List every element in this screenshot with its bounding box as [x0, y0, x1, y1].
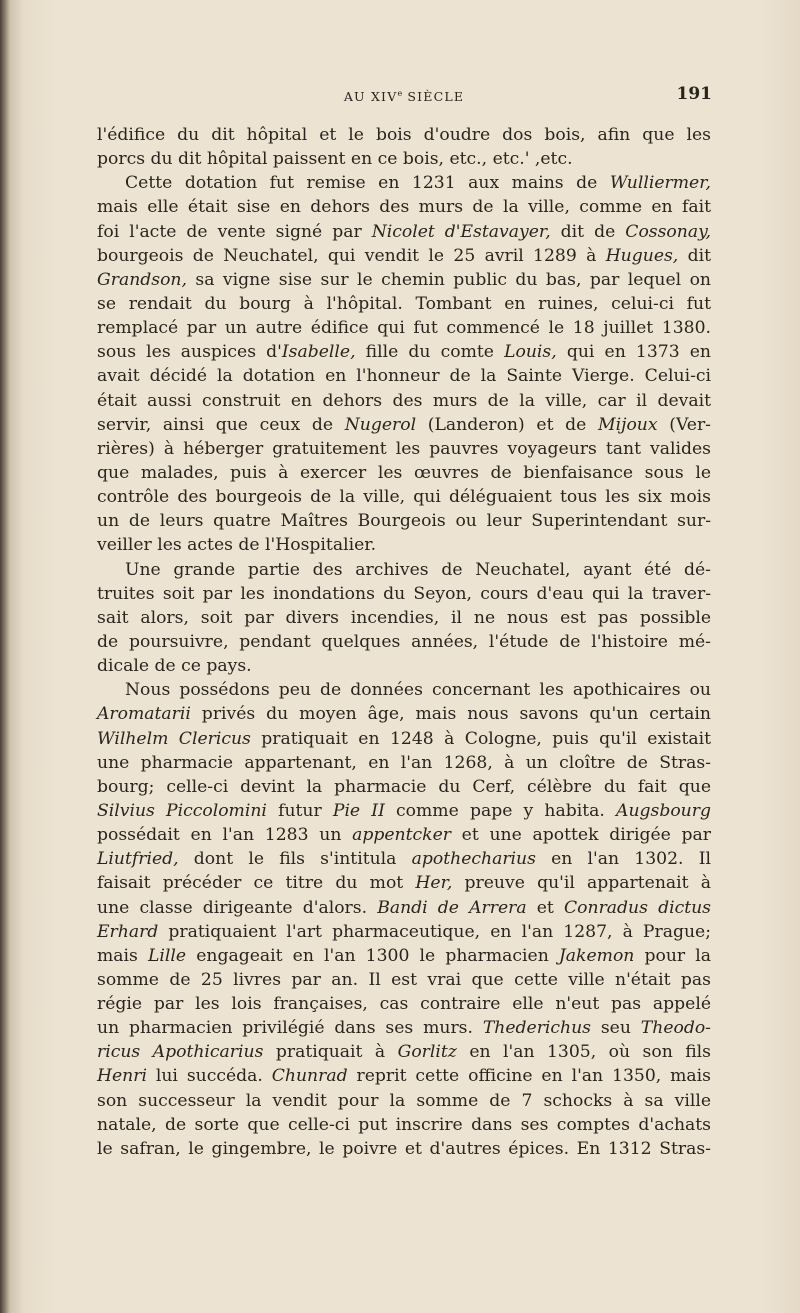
text-run: pratiquait à [263, 1042, 398, 1063]
italic-text: Nugerol [344, 414, 417, 435]
italic-text: Wilhelm Clericus [97, 728, 251, 749]
text-line [97, 413, 711, 437]
text-run: et [526, 897, 564, 918]
text-run: dicale de ce pays. [97, 656, 252, 677]
page-header [96, 82, 712, 106]
text-run: qui en 1373 en [556, 342, 711, 363]
italic-text: Cossonay, [625, 221, 711, 242]
italic-text: Erhard [97, 921, 159, 942]
text-line [97, 823, 711, 847]
text-run: veiller les actes de l'Hospitalier. [97, 535, 377, 556]
italic-text: Thederichus [482, 1018, 591, 1039]
text-run: mais elle était sise en dehors des murs de la ville, comme en fait [97, 197, 711, 218]
text-run: Nous possédons peu de données concernant les apothicaires ou [125, 680, 711, 701]
text-run: (Ver- [657, 414, 711, 435]
text-line [97, 461, 711, 485]
text-line [97, 171, 711, 195]
text-run: privés du moyen âge, mais nous savons qu'un certain [190, 704, 711, 725]
text-run: natale, de sorte que celle-ci put inscrire dans ses comptes d'achats [97, 1114, 711, 1135]
text-line [97, 220, 711, 244]
text-run: dit [678, 245, 712, 266]
text-run: un de leurs quatre Maîtres Bourgeois ou leur Superintendant sur- [97, 511, 711, 532]
text-run: contrôle des bourgeois de la ville, qui déléguaient tous les six mois [97, 487, 711, 508]
text-run: le safran, le gingembre, le poivre et d'autres épices. En 1312 Stras- [97, 1138, 711, 1159]
text-run: sa vigne sise sur le chemin public du bas, par lequel on [186, 269, 711, 290]
text-run: remplacé par un autre édifice qui fut commencé le 18 juillet 1380. [97, 318, 711, 339]
italic-text: Augsbourg [616, 800, 711, 821]
text-line [97, 799, 711, 823]
text-run: servir, ainsi que ceux de [97, 414, 345, 435]
italic-text: Louis, [504, 342, 557, 363]
body-text [97, 123, 711, 1161]
italic-text: Her, [415, 873, 453, 894]
text-run: faisait précéder ce titre du mot [97, 873, 416, 894]
text-line [97, 244, 711, 268]
text-line [97, 147, 711, 171]
text-run: pour la [634, 945, 712, 966]
text-line [97, 292, 711, 316]
italic-text: Wulliermer, [609, 173, 711, 194]
text-run: possédait en l'an 1283 un [97, 825, 353, 846]
text-run: reprit cette officine en l'an 1350, mais [347, 1066, 711, 1087]
text-run: foi l'acte de vente signé par [97, 221, 372, 242]
text-line [97, 316, 711, 340]
text-line [97, 920, 711, 944]
text-run: lui succéda. [146, 1066, 272, 1087]
text-line [97, 992, 711, 1016]
text-line [97, 509, 711, 533]
text-run: mais [97, 945, 148, 966]
italic-text: Isabelle, [281, 342, 356, 363]
text-line [97, 1113, 711, 1137]
italic-text: Liutfried, [97, 849, 179, 870]
text-line [97, 558, 711, 582]
text-run: seu [591, 1018, 641, 1039]
text-line [97, 1064, 711, 1088]
text-run: Une grande partie des archives de Neuchatel, ayant été dé- [125, 559, 711, 580]
text-run: dit de [550, 221, 626, 242]
text-line [97, 123, 711, 147]
text-run: était aussi construit en dehors des murs de la ville, car il devait [97, 390, 711, 411]
running-title: AU XIVe SIÈCLE [343, 89, 465, 104]
italic-text: Theodo- [640, 1018, 711, 1039]
text-run: un pharmacien privilégié dans ses murs. [97, 1018, 483, 1039]
italic-text: apothecharius [411, 849, 536, 870]
text-run: une classe dirigeante d'alors. [97, 897, 378, 918]
italic-text: appentcker [352, 825, 451, 846]
italic-text: Gorlitz [397, 1042, 457, 1063]
text-line [97, 1016, 711, 1040]
text-line [97, 847, 711, 871]
italic-text: Mijoux [598, 414, 658, 435]
text-run: engageait en l'an 1300 le pharmacien [186, 945, 559, 966]
text-run: avait décidé la dotation en l'honneur de la Sainte Vierge. Celui-ci [97, 366, 711, 387]
text-run: l'édifice du dit hôpital et le bois d'oudre dos bois, afin que les [97, 125, 711, 145]
italic-text: Bandi de Arrera [377, 897, 527, 918]
text-run: dont le fils s'intitula [178, 849, 412, 870]
text-run: comme pape y habita. [384, 800, 617, 821]
text-run: une pharmacie appartenant, en l'an 1268, à un cloître de Stras- [97, 752, 711, 773]
text-line [97, 533, 711, 557]
italic-text: Jakemon [558, 945, 635, 966]
italic-text: Pie II [332, 800, 385, 821]
text-line [97, 437, 711, 461]
text-run: pratiquaient l'art pharmaceutique, en l'an 1287, à Prague; [158, 921, 711, 942]
text-line [97, 340, 711, 364]
text-run: fille du comte [355, 342, 505, 363]
page-number: 191 [676, 84, 712, 104]
text-run: bourg; celle-ci devint la pharmacie du Cerf, célèbre du fait que [97, 776, 711, 797]
text-run: sait alors, soit par divers incendies, il ne nous est pas possible [97, 607, 711, 628]
text-run: (Landeron) et de [416, 414, 599, 435]
italic-text: Hugues, [605, 245, 679, 266]
text-line [97, 871, 711, 895]
text-run: que malades, puis à exercer les œuvres de bienfaisance sous le [97, 462, 711, 483]
text-run: pratiquait en 1248 à Cologne, puis qu'il existait [250, 728, 712, 749]
text-line [97, 654, 711, 678]
italic-text: ricus Apothicarius [97, 1042, 264, 1063]
text-line [97, 751, 711, 775]
italic-text: Aromatarii [97, 704, 191, 725]
text-line [97, 1089, 711, 1113]
text-line [97, 1040, 711, 1064]
text-line [97, 1137, 711, 1161]
italic-text: Silvius Piccolomini [97, 800, 267, 821]
italic-text: Grandson, [97, 269, 187, 290]
text-line [97, 389, 711, 413]
text-run: preuve qu'il appartenait à [452, 873, 711, 894]
text-run: en l'an 1305, où son fils [456, 1042, 712, 1063]
text-line [97, 364, 711, 388]
text-line [97, 630, 711, 654]
text-run: en l'an 1302. Il [535, 849, 711, 870]
text-run: de poursuivre, pendant quelques années, l'étude de l'histoire mé- [97, 631, 711, 652]
text-line [97, 606, 711, 630]
text-run: et une apottek dirigée par [450, 825, 711, 846]
italic-text: Chunrad [271, 1066, 348, 1087]
text-run: régie par les lois françaises, cas contraire elle n'eut pas appelé [97, 994, 711, 1015]
text-line [97, 195, 711, 219]
text-run: son successeur la vendit pour la somme de 7 schocks à sa ville [97, 1090, 711, 1111]
text-line [97, 727, 711, 751]
text-run: futur [266, 800, 333, 821]
text-line [97, 268, 711, 292]
text-run: porcs du dit hôpital paissent en ce bois, etc., etc.' ,etc. [97, 149, 573, 170]
text-run: Cette dotation fut remise en 1231 aux mains de [125, 173, 610, 194]
text-run: rières) à héberger gratuitement les pauvres voyageurs tant valides [97, 438, 711, 459]
italic-text: Lille [148, 945, 187, 966]
text-line [97, 485, 711, 509]
text-run: bourgeois de Neuchatel, qui vendit le 25 avril 1289 à [97, 245, 606, 266]
italic-text: Henri [97, 1066, 147, 1087]
text-line [97, 775, 711, 799]
text-run: somme de 25 livres par an. Il est vrai que cette ville n'était pas [97, 969, 711, 990]
text-line [97, 968, 711, 992]
text-line [97, 896, 711, 920]
text-run: truites soit par les inondations du Seyon, cours d'eau qui la traver- [97, 583, 711, 604]
text-line [97, 582, 711, 606]
text-line [97, 944, 711, 968]
text-line [97, 678, 711, 702]
text-run: se rendait du bourg à l'hôpital. Tombant en ruines, celui-ci fut [97, 293, 711, 314]
italic-text: Nicolet d'Estavayer, [371, 221, 551, 242]
italic-text: Conradus dictus [564, 897, 711, 918]
text-run: sous les auspices d' [97, 342, 282, 363]
text-line [97, 702, 711, 726]
